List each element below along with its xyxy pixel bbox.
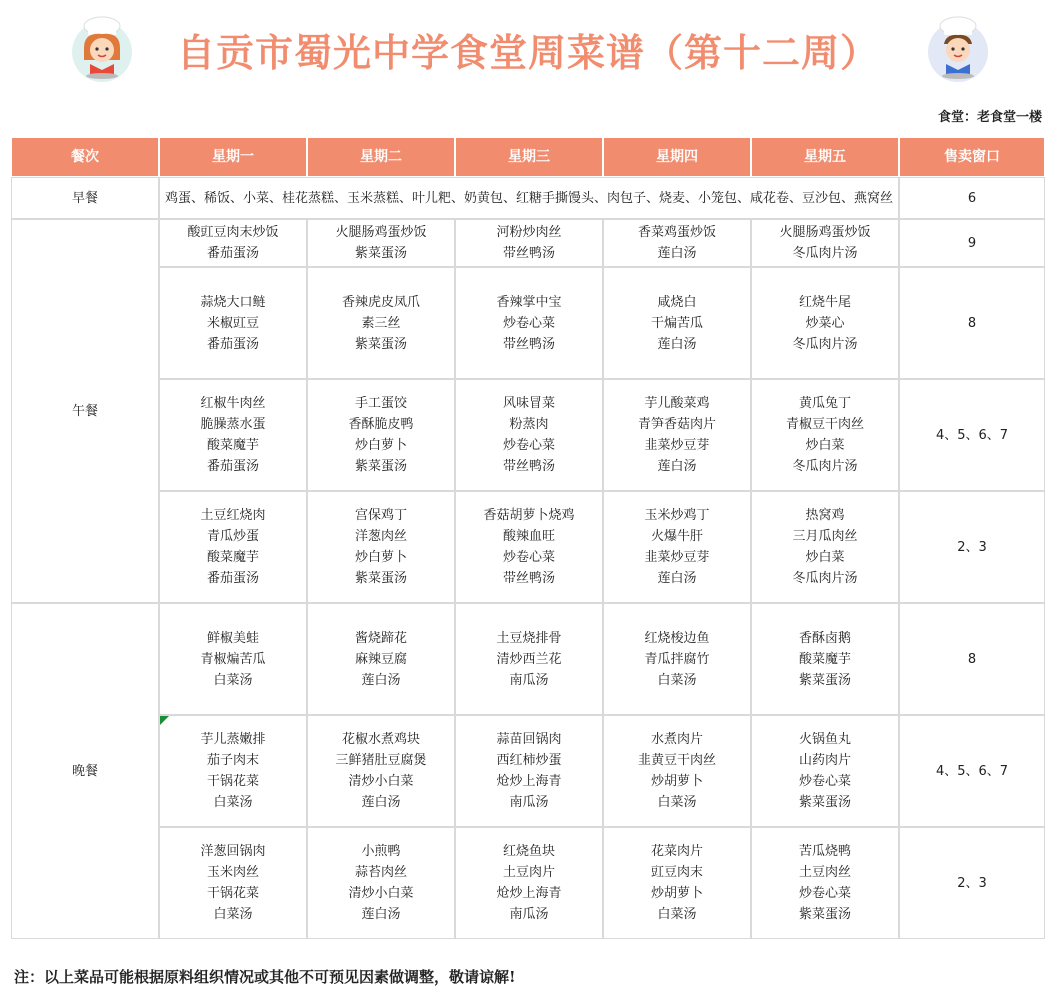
dish-item: 香菇胡萝卜烧鸡 (483, 508, 575, 523)
menu-cell (160, 220, 306, 266)
dish-item: 南瓜汤 (509, 795, 549, 810)
menu-cell (308, 380, 454, 490)
dish-item: 韭黄豆干肉丝 (637, 753, 716, 768)
menu-cell (456, 220, 602, 266)
dish-item: 火锅鱼丸 (798, 732, 851, 747)
dish-item: 香菜鸡蛋炒饭 (637, 225, 716, 240)
dish-item: 青椒豆干肉丝 (785, 417, 864, 432)
dish-item: 土豆烧排骨 (496, 630, 562, 646)
dish-item: 脆臊蒸水蛋 (200, 417, 266, 432)
menu-cell (752, 268, 898, 378)
dish-item: 莲白汤 (657, 459, 697, 474)
menu-cell (604, 828, 750, 938)
dish-item: 番茄蛋汤 (206, 571, 259, 586)
dish-item: 三月瓜肉丝 (792, 529, 858, 544)
menu-cell (308, 604, 454, 714)
dish-item: 莲白汤 (657, 246, 697, 261)
dish-item: 热窝鸡 (805, 508, 845, 523)
dish-item: 南瓜汤 (509, 907, 549, 922)
window-cell: 9 (900, 220, 1044, 266)
dish-item: 青笋香菇肉片 (637, 417, 716, 432)
dish-item: 洋葱回锅肉 (200, 844, 266, 859)
dish-item: 酸菜魔芋 (206, 550, 259, 565)
header-friday: 星期五 (752, 138, 898, 176)
dish-item: 炒卷心菜 (502, 550, 555, 565)
dish-item: 莲白汤 (361, 795, 401, 810)
dish-item: 干锅花菜 (206, 886, 259, 901)
menu-cell (752, 220, 898, 266)
dish-item: 米椒豇豆 (206, 315, 259, 331)
dish-item: 干锅花菜 (206, 774, 259, 789)
dish-item: 白菜汤 (657, 795, 697, 810)
dish-item: 香酥卤鹅 (798, 630, 851, 646)
dish-item: 香辣虎皮凤爪 (341, 294, 420, 310)
dish-item: 蒜烧大口鲢 (200, 294, 266, 310)
window-cell: 2、3 (900, 492, 1044, 602)
dish-item: 炒卷心菜 (502, 438, 555, 453)
dish-item: 粉蒸肉 (509, 417, 549, 432)
dish-item: 酸豇豆肉末炒饭 (187, 225, 279, 240)
dish-item: 炒卷心菜 (798, 886, 851, 901)
menu-cell (752, 828, 898, 938)
dish-item: 香酥脆皮鸭 (348, 417, 414, 432)
menu-cell (456, 492, 602, 602)
dish-item: 炒白萝卜 (354, 438, 407, 453)
menu-cell (160, 828, 306, 938)
dish-item: 小煎鸭 (361, 844, 401, 859)
dish-item: 清炒小白菜 (348, 886, 414, 901)
menu-cell (160, 492, 306, 602)
dinner-row (12, 828, 1044, 938)
menu-cell (456, 268, 602, 378)
dish-item: 豇豆肉末 (650, 865, 703, 880)
menu-cell (752, 492, 898, 602)
dish-item: 青瓜拌腐竹 (644, 651, 710, 667)
menu-cell (604, 604, 750, 714)
dish-item: 河粉炒肉丝 (496, 225, 562, 240)
dish-item: 番茄蛋汤 (206, 459, 259, 474)
menu-cell (308, 268, 454, 378)
lunch-row (12, 220, 1044, 266)
menu-cell (604, 716, 750, 826)
dish-item: 麻辣豆腐 (354, 651, 407, 667)
meal-dinner: 晚餐 (12, 604, 158, 938)
dish-item: 红椒牛肉丝 (200, 396, 266, 411)
dinner-row (12, 716, 1044, 826)
dish-item: 白菜汤 (657, 907, 697, 922)
dish-item: 西红柿炒蛋 (496, 753, 562, 768)
dish-item: 番茄蛋汤 (206, 336, 259, 352)
lunch-row (12, 268, 1044, 378)
dish-item: 炒白菜 (805, 438, 845, 453)
dish-item: 白菜汤 (657, 672, 697, 688)
dish-item: 土豆肉片 (502, 865, 555, 880)
dish-item: 宫保鸡丁 (354, 508, 407, 523)
lunch-row (12, 380, 1044, 490)
dish-item: 酸辣血旺 (502, 529, 555, 544)
dish-item: 炝炒上海青 (496, 886, 562, 901)
menu-cell (604, 380, 750, 490)
menu-cell (456, 604, 602, 714)
dish-item: 洋葱肉丝 (354, 529, 407, 544)
menu-cell (308, 492, 454, 602)
dish-item: 苦瓜烧鸭 (798, 844, 851, 859)
menu-cell (752, 604, 898, 714)
dish-item: 紫菜蛋汤 (354, 571, 407, 586)
dish-item: 三鲜猪肚豆腐煲 (335, 753, 427, 768)
dish-item: 带丝鸭汤 (502, 336, 555, 352)
dish-item: 红烧鱼块 (502, 844, 555, 859)
meal-breakfast: 早餐 (12, 178, 158, 218)
dish-item: 南瓜汤 (509, 672, 549, 688)
dish-item: 紫菜蛋汤 (798, 672, 851, 688)
dish-item: 紫菜蛋汤 (798, 907, 851, 922)
dish-item: 酸菜魔芋 (798, 651, 851, 667)
dish-item: 红烧梭边鱼 (644, 630, 710, 646)
page-header (0, 0, 1056, 100)
menu-cell (456, 380, 602, 490)
menu-cell (752, 716, 898, 826)
dish-item: 山药肉片 (798, 753, 851, 768)
menu-cell (160, 716, 306, 826)
dish-item: 白菜汤 (213, 907, 253, 922)
dish-item: 花椒水煮鸡块 (341, 732, 420, 747)
dish-item: 紫菜蛋汤 (354, 336, 407, 352)
dish-item: 干煸苦瓜 (650, 315, 703, 331)
dish-item: 炒卷心菜 (502, 315, 555, 331)
dish-item: 土豆肉丝 (798, 865, 851, 880)
menu-cell (160, 380, 306, 490)
canteen-location: 食堂：老食堂一楼 (937, 110, 1042, 125)
header-monday: 星期一 (160, 138, 306, 176)
header-thursday: 星期四 (604, 138, 750, 176)
dish-item: 莲白汤 (657, 571, 697, 586)
dish-item: 火爆牛肝 (650, 529, 703, 544)
dish-item: 紫菜蛋汤 (354, 459, 407, 474)
dish-item: 带丝鸭汤 (502, 246, 555, 261)
dish-item: 土豆红烧肉 (200, 508, 266, 523)
dish-item: 紫菜蛋汤 (798, 795, 851, 810)
menu-cell (308, 220, 454, 266)
menu-cell (604, 220, 750, 266)
header-wednesday: 星期三 (456, 138, 602, 176)
dish-item: 火腿肠鸡蛋炒饭 (779, 225, 871, 240)
dish-item: 鲜椒美蛙 (206, 630, 259, 646)
dish-item: 咸烧白 (657, 294, 697, 310)
lunch-row (12, 492, 1044, 602)
dish-item: 水煮肉片 (650, 732, 703, 747)
dish-item: 青瓜炒蛋 (206, 529, 259, 544)
weekly-menu-table (10, 136, 1046, 940)
dish-item: 酱烧蹄花 (354, 630, 407, 646)
window-cell: 2、3 (900, 828, 1044, 938)
dish-item: 带丝鸭汤 (502, 571, 555, 586)
dish-item: 茄子肉末 (206, 753, 259, 768)
dish-item: 炝炒上海青 (496, 774, 562, 789)
menu-cell (160, 604, 306, 714)
menu-cell (308, 828, 454, 938)
dish-item: 炒菜心 (805, 315, 845, 331)
dish-item: 玉米肉丝 (206, 865, 259, 880)
dish-item: 蒜苔肉丝 (354, 865, 407, 880)
dish-item: 红烧牛尾 (798, 294, 851, 310)
menu-cell (752, 380, 898, 490)
dish-item: 紫菜蛋汤 (354, 246, 407, 261)
menu-cell (456, 828, 602, 938)
dish-item: 番茄蛋汤 (206, 246, 259, 261)
dish-item: 蒜苗回锅肉 (496, 732, 562, 747)
dish-item: 莲白汤 (361, 907, 401, 922)
menu-cell (456, 716, 602, 826)
dish-item: 火腿肠鸡蛋炒饭 (335, 225, 427, 240)
header-tuesday: 星期二 (308, 138, 454, 176)
dish-item: 炒胡萝卜 (650, 886, 703, 901)
dish-item: 冬瓜肉片汤 (792, 459, 858, 474)
dish-item: 炒胡萝卜 (650, 774, 703, 789)
dish-item: 清炒小白菜 (348, 774, 414, 789)
dish-item: 冬瓜肉片汤 (792, 246, 858, 261)
dish-item: 韭菜炒豆芽 (644, 438, 710, 453)
meal-lunch: 午餐 (12, 220, 158, 602)
window-cell: 4、5、6、7 (900, 716, 1044, 826)
window-cell: 8 (900, 268, 1044, 378)
menu-cell (604, 268, 750, 378)
dish-item: 带丝鸭汤 (502, 459, 555, 474)
page-title: 自贡市蜀光中学食堂周菜谱（第十二周） (176, 31, 879, 75)
header-meal: 餐次 (12, 138, 158, 176)
dish-item: 芋儿蒸嫩排 (200, 732, 266, 747)
dish-item: 韭菜炒豆芽 (644, 550, 710, 565)
window-cell: 4、5、6、7 (900, 380, 1044, 490)
breakfast-row (12, 178, 1044, 218)
dish-item: 手工蛋饺 (354, 396, 407, 411)
dish-item: 酸菜魔芋 (206, 438, 259, 453)
window-cell: 8 (900, 604, 1044, 714)
dish-item: 炒白菜 (805, 550, 845, 565)
dish-item: 素三丝 (361, 315, 401, 331)
footer-note: 注：以上菜品可能根据原料组织情况或其他不可预见因素做调整，敬请谅解! (14, 968, 516, 986)
menu-cell (160, 268, 306, 378)
dish-item: 冬瓜肉片汤 (792, 336, 858, 352)
dish-item: 炒白萝卜 (354, 550, 407, 565)
dish-item: 莲白汤 (361, 672, 401, 688)
header-row (12, 138, 1044, 176)
dish-item: 风味冒菜 (502, 396, 555, 411)
dish-item: 莲白汤 (657, 336, 697, 352)
dish-item: 白菜汤 (213, 795, 253, 810)
dish-item: 清炒西兰花 (496, 651, 562, 667)
breakfast-items: 鸡蛋、稀饭、小菜、桂花蒸糕、玉米蒸糕、叶儿粑、奶黄包、红糖手撕馒头、肉包子、烧麦、小笼包、咸花卷、豆沙包、燕窝丝 (160, 178, 898, 218)
dish-item: 芋儿酸菜鸡 (644, 396, 710, 411)
dish-item: 花菜肉片 (650, 844, 703, 859)
header-window: 售卖窗口 (900, 138, 1044, 176)
dish-item: 青椒煸苦瓜 (200, 651, 266, 667)
dish-item: 黄瓜兔丁 (798, 396, 851, 411)
dinner-row (12, 604, 1044, 714)
dish-item: 冬瓜肉片汤 (792, 571, 858, 586)
menu-cell (604, 492, 750, 602)
menu-cell (308, 716, 454, 826)
chef-boy-icon (926, 14, 990, 84)
dish-item: 玉米炒鸡丁 (644, 508, 710, 523)
dish-item: 香辣掌中宝 (496, 294, 562, 310)
dish-item: 炒卷心菜 (798, 774, 851, 789)
breakfast-window: 6 (900, 178, 1044, 218)
dish-item: 白菜汤 (213, 672, 253, 688)
